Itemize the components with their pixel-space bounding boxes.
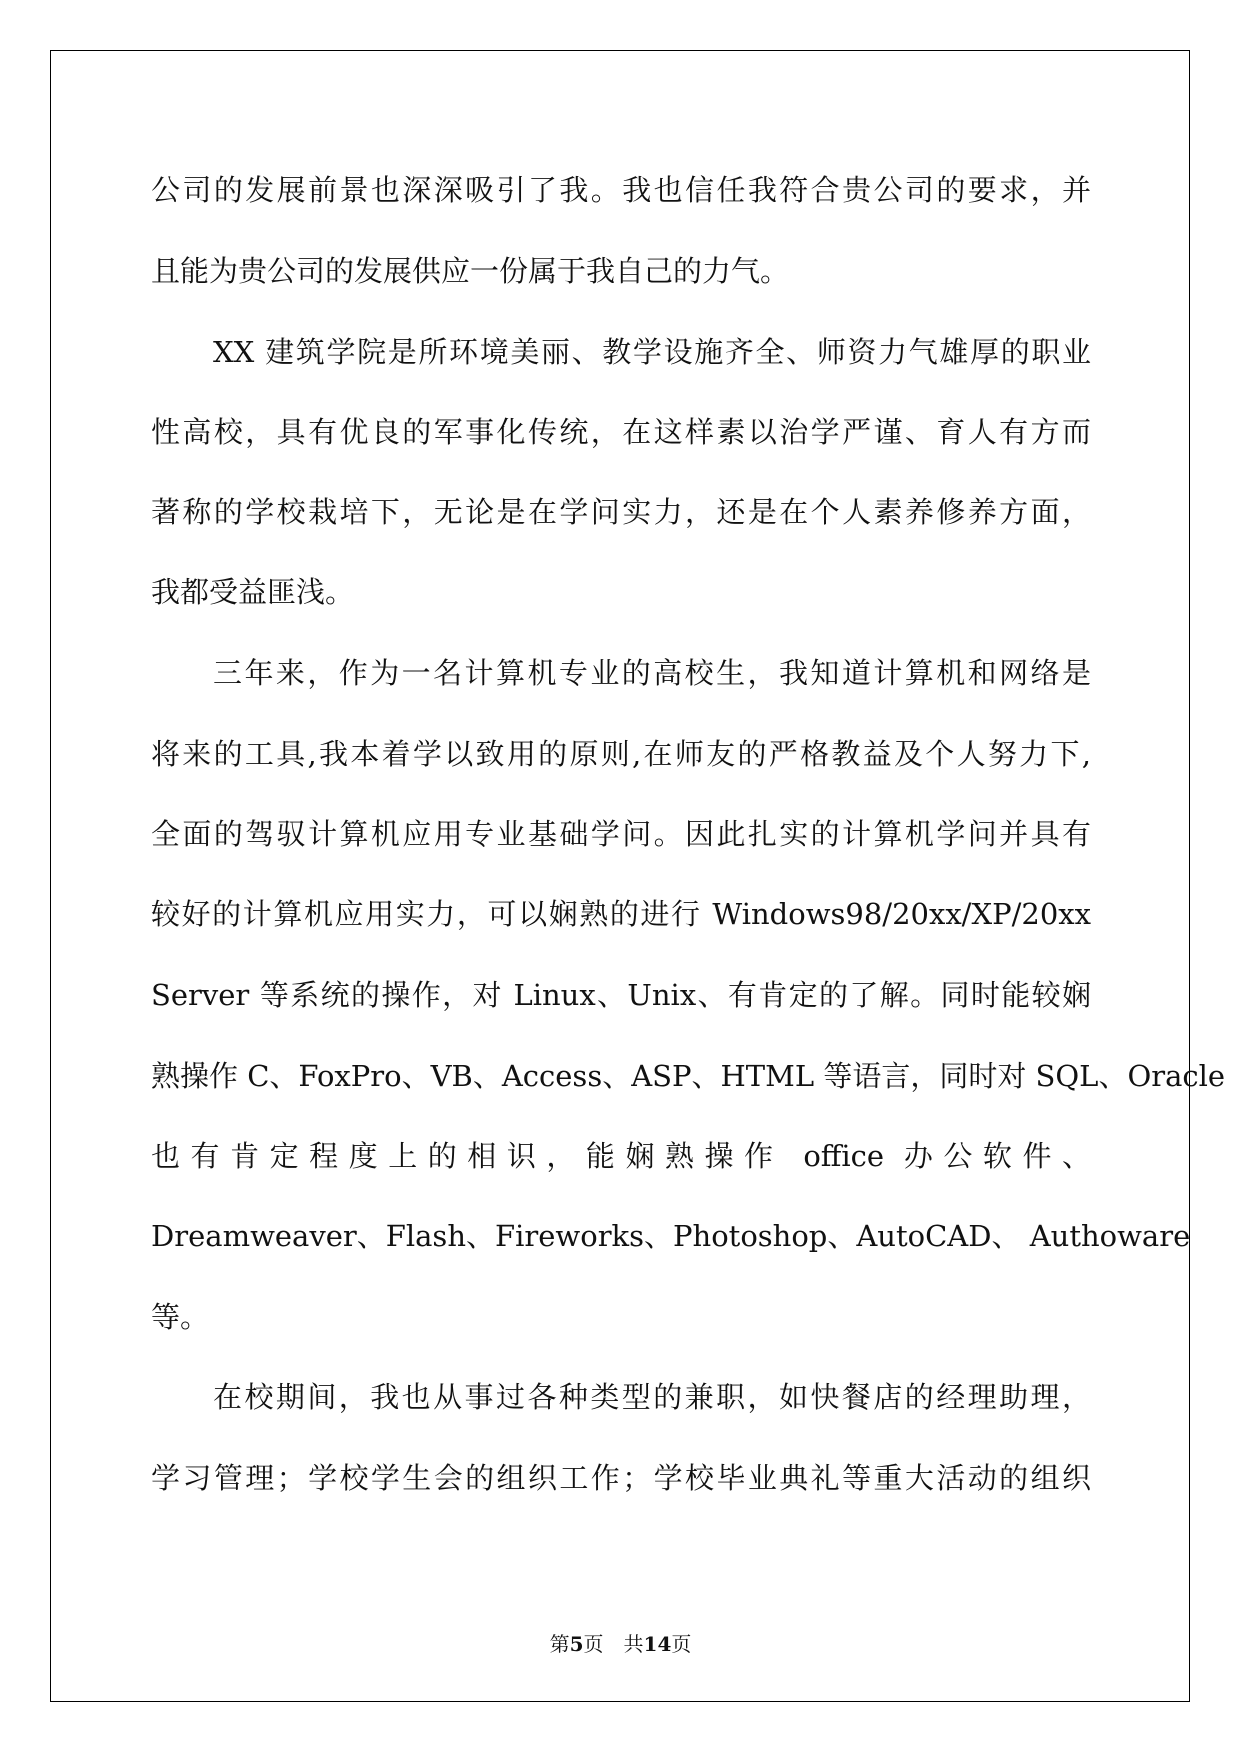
total-pages: 14	[643, 1632, 672, 1656]
page-footer	[0, 1628, 1241, 1657]
text-line: 且能为贵公司的发展供应一份属于我自己的力气。	[151, 254, 790, 288]
text-line: 在校期间，我也从事过各种类型的兼职，如快餐店的经理助理，	[213, 1380, 1091, 1414]
text-line: 等。	[151, 1300, 210, 1334]
footer-suffix: 页	[671, 1632, 692, 1656]
text-line: 著称的学校栽培下，无论是在学问实力，还是在个人素养修养方面，	[151, 495, 1091, 529]
text-line: 将来的工具,我本着学以致用的原则,在师友的严格教益及个人努力下,	[151, 737, 1091, 771]
text-line: Server 等系统的操作，对 Linux、Unix、有肯定的了解。同时能较娴	[151, 978, 1091, 1012]
text-line: 也有肯定程度上的相识，能娴熟操作 office 办公软件、	[151, 1139, 1091, 1173]
text-line: 较好的计算机应用实力，可以娴熟的进行 Windows98/20xx/XP/20xx	[151, 897, 1091, 931]
text-line: Dreamweaver、Flash、Fireworks、Photoshop、AutoCAD、 Authoware	[151, 1219, 1191, 1253]
text-line: 全面的驾驭计算机应用专业基础学问。因此扎实的计算机学问并具有	[151, 817, 1091, 851]
page-number: 5	[569, 1632, 584, 1656]
text-line: 性高校，具有优良的军事化传统，在这样素以治学严谨、育人有方而	[151, 415, 1091, 449]
text-line: 我都受益匪浅。	[151, 575, 355, 609]
text-line: 三年来，作为一名计算机专业的高校生，我知道计算机和网络是	[213, 656, 1091, 690]
footer-mid: 页 共	[583, 1632, 644, 1656]
text-line: 公司的发展前景也深深吸引了我。我也信任我符合贵公司的要求，并	[151, 173, 1091, 207]
text-line: XX 建筑学院是所环境美丽、教学设施齐全、师资力气雄厚的职业	[213, 335, 1091, 369]
footer-prefix: 第	[549, 1632, 570, 1656]
text-line: 熟操作 C、FoxPro、VB、Access、ASP、HTML 等语言，同时对 SQL、Oracle	[151, 1059, 1226, 1093]
text-line: 学习管理；学校学生会的组织工作；学校毕业典礼等重大活动的组织	[151, 1461, 1091, 1495]
